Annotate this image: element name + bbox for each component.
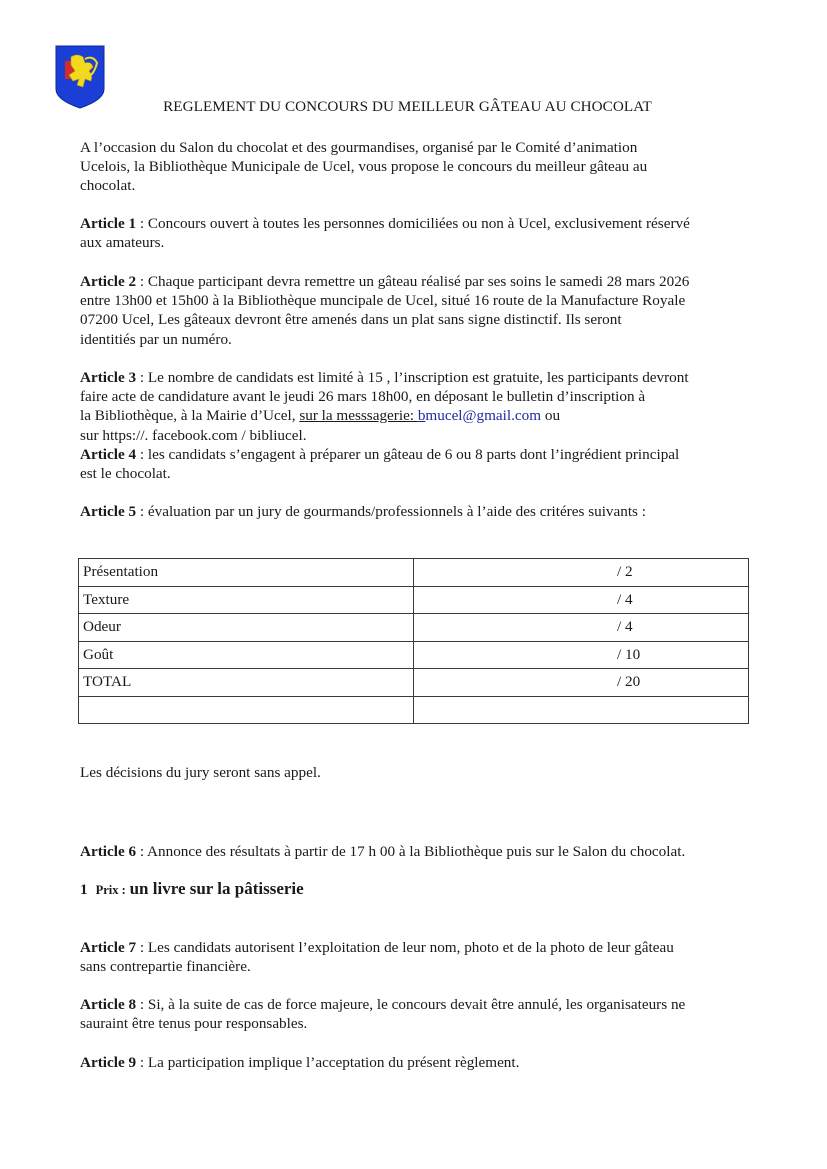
article-text: aux amateurs. (80, 234, 165, 252)
email-link-first-char[interactable]: b (417, 407, 426, 425)
prize-value: un livre sur la pâtisserie (129, 879, 304, 898)
article-5 (80, 502, 760, 521)
score-cell: / 4 (414, 586, 749, 614)
article-label: Article 5 (80, 503, 137, 520)
article-1 (80, 214, 760, 252)
article-text: la Bibliothèque, à la Mairie d’Ucel, (80, 407, 300, 425)
score-cell: / 10 (414, 641, 749, 669)
article-9 (80, 1053, 760, 1072)
prize-line (80, 879, 304, 899)
article-text: faire acte de candidature avant le jeudi 26 mars 18h00, en déposant le bulletin d’inscription à (80, 388, 646, 406)
jury-decision (80, 763, 760, 782)
criteria-table (78, 558, 749, 724)
article-7 (80, 938, 760, 976)
article-text: sauraint être tenus pour responsables. (80, 1015, 308, 1033)
criterion-cell: Présentation (79, 559, 414, 587)
article-8 (80, 995, 760, 1033)
article-text: est le chocolat. (80, 465, 171, 483)
article-text: : Si, à la suite de cas de force majeure, le concours devait être annulé, les organisateurs ne (136, 996, 686, 1013)
score-cell (414, 696, 749, 724)
table-row (79, 669, 749, 697)
criterion-cell: Odeur (79, 614, 414, 642)
email-link[interactable] (418, 407, 541, 424)
score-cell: / 20 (414, 669, 749, 697)
table-row (79, 641, 749, 669)
criterion-cell: Texture (79, 586, 414, 614)
intro-paragraph (80, 138, 760, 196)
page-title (0, 98, 827, 116)
article-label: Article 6 (80, 843, 137, 860)
article-label: Article 8 (80, 996, 137, 1013)
messaging-link-text[interactable]: sur la messsagerie: (299, 407, 418, 425)
article-label: Article 7 (80, 939, 137, 956)
intro-line: A l’occasion du Salon du chocolat et des gourmandises, organisé par le Comité d’animation (80, 139, 638, 156)
table-row (79, 586, 749, 614)
prize-label: Prix : (95, 883, 126, 897)
article-text: entre 13h00 et 15h00 à la Bibliothèque muncipale de Ucel, situé 16 route de la Manufacture Royale (80, 292, 686, 310)
table-row (79, 614, 749, 642)
article-6 (80, 842, 760, 861)
prize-number: 1 (80, 881, 88, 898)
intro-line: chocolat. (80, 177, 136, 195)
table-row (79, 696, 749, 724)
article-text: : Les candidats autorisent l’exploitation de leur nom, photo et de la photo de leur gâteau (136, 939, 674, 956)
article-label: Article 9 (80, 1054, 137, 1071)
article-label: Article 3 (80, 369, 137, 386)
article-text: : Le nombre de candidats est limité à 15 , l’inscription est gratuite, les participants devront (136, 369, 689, 386)
article-text: identitiés par un numéro. (80, 330, 232, 348)
jury-decision-text: Les décisions du jury seront sans appel. (80, 764, 321, 781)
article-text: : La participation implique l’acceptation du présent règlement. (136, 1054, 520, 1071)
article-3 (80, 368, 760, 483)
article-text: : Concours ouvert à toutes les personnes domiciliées ou non à Ucel, exclusivement réservé (136, 215, 690, 232)
article-text: : évaluation par un jury de gourmands/professionnels à l’aide des critéres suivants : (136, 503, 646, 520)
article-label: Article 4 (80, 445, 137, 463)
article-label: Article 2 (80, 273, 137, 290)
score-cell: / 2 (414, 559, 749, 587)
email-link-rest[interactable]: mucel@gmail.com (425, 407, 542, 425)
table-row (79, 559, 749, 587)
criterion-cell: Goût (79, 641, 414, 669)
article-label: Article 1 (80, 215, 137, 232)
article-text: : Chaque participant devra remettre un gâteau réalisé par ses soins le samedi 28 mars 2026 (136, 273, 690, 290)
intro-line: Ucelois, la Bibliothèque Municipale de Ucel, vous propose le concours du meilleur gâteau au (80, 158, 648, 176)
article-text: 07200 Ucel, Les gâteaux devront être amenés dans un plat sans signe distinctif. Ils seront (80, 311, 622, 329)
score-cell: / 4 (414, 614, 749, 642)
criterion-cell: TOTAL (79, 669, 414, 697)
article-text: : les candidats s’engagent à préparer un gâteau de 6 ou 8 parts dont l’ingrédient principal (136, 445, 680, 463)
article-text: ou (541, 407, 561, 425)
page-title-text: REGLEMENT DU CONCOURS DU MEILLEUR GÂTEAU AU CHOCOLAT (163, 98, 652, 115)
article-2 (80, 272, 760, 349)
facebook-text: sur https://. facebook.com / bibliucel. (80, 426, 307, 444)
criterion-cell (79, 696, 414, 724)
article-text: sans contrepartie financière. (80, 958, 251, 976)
article-text: : Annonce des résultats à partir de 17 h 00 à la Bibliothèque puis sur le Salon du chocolat. (136, 843, 686, 860)
